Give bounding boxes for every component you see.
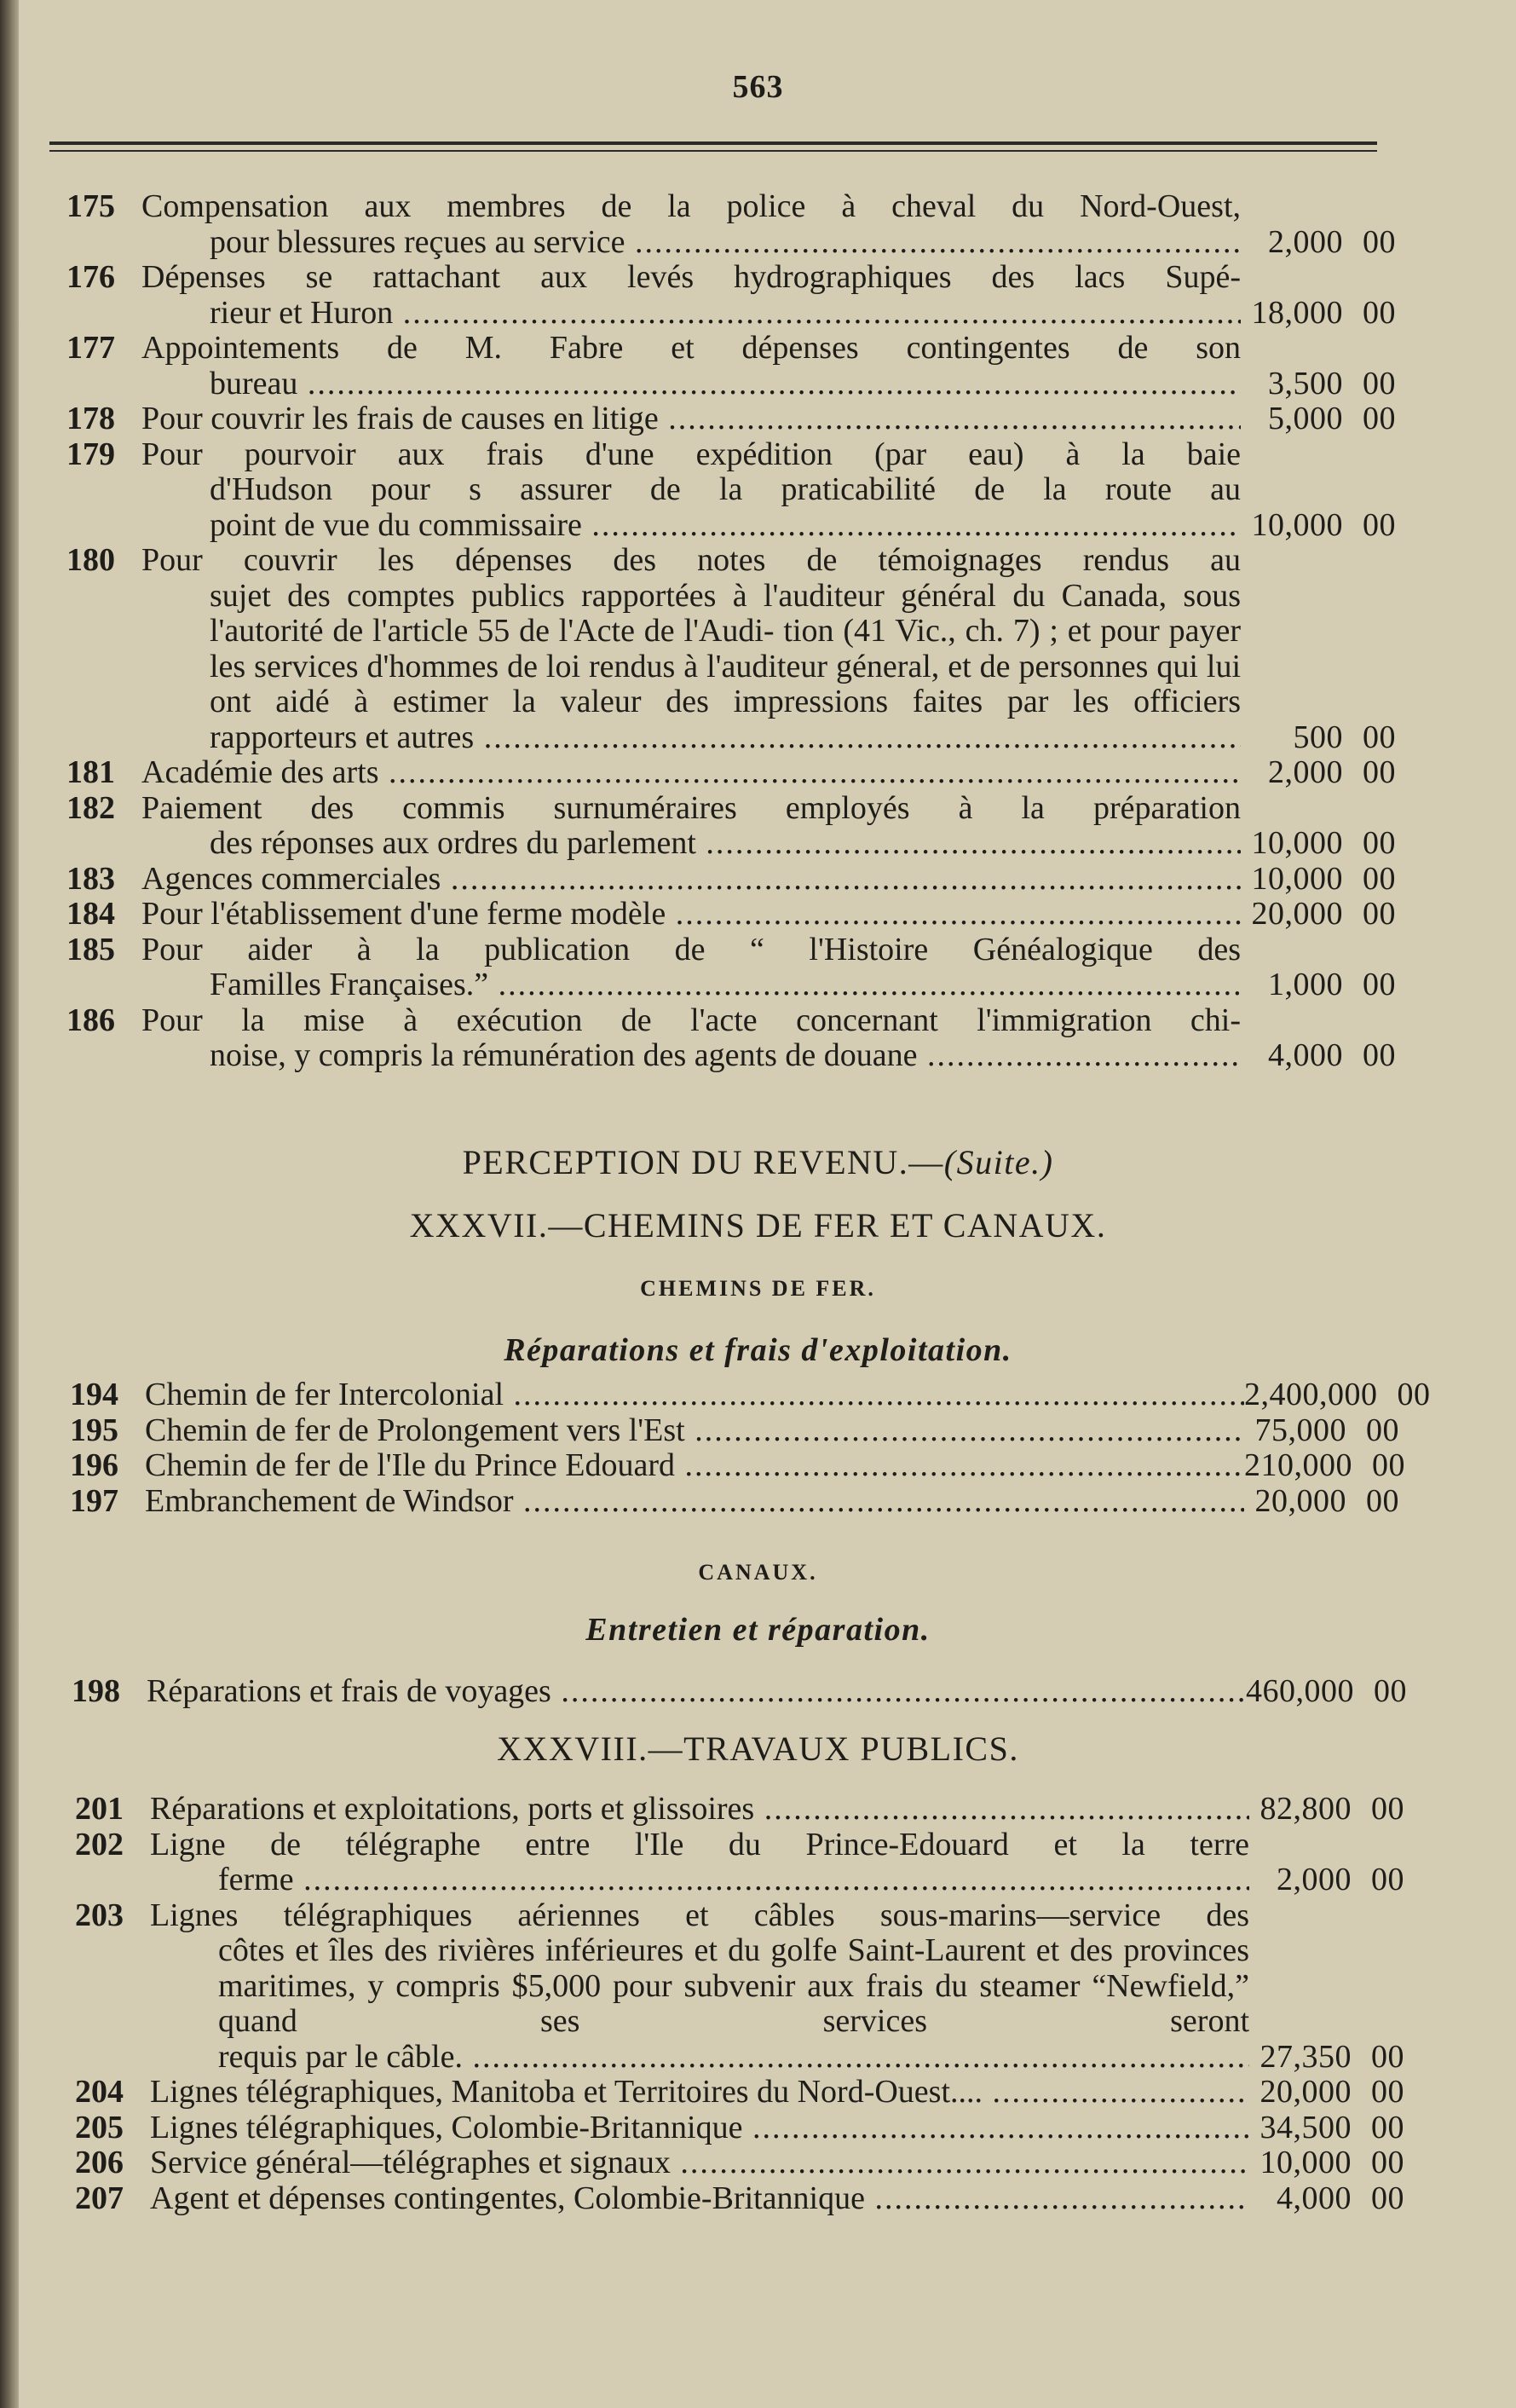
entry-description: [150, 2145, 1249, 2181]
amount-cents: 00: [1371, 2145, 1404, 2180]
entry-amount: [1241, 897, 1396, 933]
book-spine: [0, 0, 19, 2408]
amount-cents: 00: [1363, 754, 1396, 790]
entry-description: [141, 933, 1241, 1003]
amount-dollars: 2,000: [1277, 1862, 1352, 1897]
entry-description: [150, 1898, 1249, 2076]
entry-description: [150, 1792, 1249, 1828]
amount-cents: 00: [1371, 2074, 1404, 2110]
entry-amount: [1241, 401, 1396, 437]
entry-amount: [1249, 2040, 1404, 2076]
entry-number: 195: [70, 1412, 118, 1448]
entry-text-first-line: Appointements de M. Fabre et dépenses contingentes de son: [141, 330, 1241, 366]
entry-text-leader-line: Chemin de fer de l'Ile du Prince Edouard .....: [145, 1448, 1244, 1484]
entry-number: 196: [70, 1447, 118, 1483]
entry-description: [147, 1674, 1246, 1710]
estimate-entry: [66, 791, 1396, 862]
entry-description: [141, 862, 1241, 898]
entry-amount: [1244, 1447, 1405, 1484]
entry-text-first-line: Pour couvrir les dépenses des notes de témoignages rendus au: [141, 542, 1241, 578]
estimate-entry: [66, 401, 1396, 437]
entry-amount: [1241, 826, 1396, 862]
entry-description: [150, 1828, 1249, 1898]
entry-amount: [1241, 367, 1396, 402]
entry-number: 178: [66, 401, 115, 436]
amount-cents: 00: [1363, 1037, 1396, 1073]
entry-text-leader-line: Service général—télégraphes et signaux .....: [150, 2145, 1249, 2181]
amount-cents: 00: [1371, 1862, 1404, 1897]
amount-dollars: 1,000: [1268, 967, 1343, 1002]
entry-description: [141, 331, 1241, 401]
amount-cents: 00: [1363, 825, 1396, 861]
entry-number: 201: [75, 1791, 124, 1827]
estimate-entry: [66, 189, 1396, 260]
entry-amount: [1244, 1377, 1431, 1413]
entry-description: [141, 1003, 1241, 1074]
amount-cents: 00: [1371, 1791, 1404, 1827]
estimates-list-4: [75, 1792, 1404, 2216]
estimate-entry: [66, 933, 1396, 1003]
subheading-reparations: Réparations et frais d'exploitation.: [504, 1332, 1012, 1368]
amount-dollars: 75,000: [1254, 1412, 1346, 1448]
amount-cents: 00: [1372, 1447, 1405, 1483]
entry-amount: [1249, 2111, 1404, 2146]
amount-dollars: 18,000: [1251, 294, 1343, 331]
subheading-entretien: Entretien et réparation.: [585, 1612, 931, 1648]
amount-dollars: 27,350: [1259, 2038, 1352, 2075]
amount-dollars: 10,000: [1251, 506, 1343, 543]
header-rule-thin: [49, 150, 1377, 152]
entry-amount: [1241, 755, 1396, 791]
amount-cents: 00: [1366, 1482, 1399, 1519]
amount-cents: 00: [1363, 719, 1396, 755]
entry-number: 194: [70, 1377, 118, 1412]
amount-dollars: 210,000: [1244, 1447, 1352, 1483]
amount-dollars: 20,000: [1259, 2074, 1352, 2110]
entry-description: [141, 260, 1241, 331]
entry-text-first-line: Compensation aux membres de la police à cheval du Nord-Ouest,: [141, 188, 1241, 224]
entry-text-first-line: Pour la mise à exécution de l'acte concernant l'immigration chi-: [141, 1002, 1241, 1038]
entry-amount: [1241, 862, 1396, 898]
entry-number: 175: [66, 188, 115, 224]
entry-number: 181: [66, 754, 115, 790]
entry-text-leader-line: Chemin de fer Intercolonial .....: [145, 1377, 1244, 1413]
amount-cents: 00: [1363, 401, 1396, 436]
estimates-list-1: [66, 189, 1396, 1074]
entry-text-first-line: Paiement des commis surnuméraires employés à la préparation: [141, 789, 1241, 826]
amount-dollars: 34,500: [1259, 2109, 1352, 2145]
entry-amount: [1249, 2181, 1404, 2217]
amount-dollars: 20,000: [1251, 896, 1343, 932]
entry-number: 206: [75, 2145, 124, 2180]
header-rule: [49, 141, 1377, 145]
amount-dollars: 2,000: [1268, 754, 1343, 790]
entry-number: 176: [66, 259, 115, 295]
amount-dollars: 5,000: [1268, 401, 1343, 436]
amount-dollars: 82,800: [1259, 1791, 1352, 1827]
entry-text-leader-line: Embranchement de Windsor .....: [145, 1484, 1244, 1520]
entry-description: [145, 1484, 1244, 1520]
entry-number: 198: [72, 1673, 120, 1709]
entry-number: 184: [66, 896, 115, 932]
amount-cents: 00: [1363, 506, 1396, 543]
entry-number: 197: [70, 1482, 118, 1519]
amount-dollars: 4,000: [1277, 2180, 1352, 2216]
entry-text-first-line: Pour pourvoir aux frais d'une expédition (par eau) à la baie: [141, 436, 1241, 472]
entry-number: 185: [66, 931, 115, 967]
entry-text-leader-line: Réparations et exploitations, ports et glissoires .....: [150, 1792, 1249, 1828]
entry-amount: [1241, 508, 1396, 544]
amount-cents: 00: [1366, 1412, 1399, 1448]
entry-text-first-line: Pour aider à la publication de “ l'Histoire Généalogique des: [141, 931, 1241, 967]
entry-description: [145, 1448, 1244, 1484]
heading-perception: [0, 1142, 1516, 1182]
entry-text-continuation: côtes et îles des rivières inférieures et du golfe Saint-Laurent et des provinces maritimes, y compris $5,000 pour subvenir aux frais du steamer “Newfield,” quand ses services seront: [218, 1932, 1249, 2039]
estimates-list-2: [70, 1377, 1431, 1519]
amount-dollars: 10,000: [1251, 860, 1343, 897]
entry-text-leader-line: point de vue du commissaire .....: [141, 508, 1241, 544]
estimate-entry: [66, 897, 1396, 933]
entry-text-leader-line: Pour couvrir les frais de causes en litige .....: [141, 401, 1241, 437]
entry-text-continuation: d'Hudson pour s assurer de la praticabilité de la route au: [210, 471, 1241, 507]
amount-dollars: 10,000: [1259, 2145, 1352, 2180]
estimate-entry: [75, 1898, 1404, 2076]
entry-amount: [1249, 2145, 1404, 2181]
entry-number: 177: [66, 330, 115, 366]
entry-number: 180: [66, 542, 115, 578]
amount-cents: 00: [1371, 2109, 1404, 2145]
entry-amount: [1246, 1673, 1407, 1710]
entry-text-first-line: Ligne de télégraphe entre l'Ile du Prince-Edouard et la terre: [150, 1826, 1249, 1862]
entry-number: 205: [75, 2109, 124, 2145]
amount-cents: 00: [1363, 896, 1396, 932]
estimate-entry: [66, 437, 1396, 544]
entry-amount: [1249, 1862, 1404, 1898]
entry-text-leader-line: ferme .....: [150, 1862, 1249, 1898]
amount-cents: 00: [1363, 365, 1396, 401]
entry-text-leader-line: pour blessures reçues au service .....: [141, 225, 1241, 261]
estimate-entry: [70, 1447, 1405, 1484]
heading-chemins-de-fer: CHEMINS DE FER.: [640, 1276, 876, 1301]
entry-text-leader-line: requis par le câble. .....: [150, 2040, 1249, 2076]
entry-text-leader-line: noise, y compris la rémunération des agents de douane .....: [141, 1038, 1241, 1074]
estimate-entry: [70, 1377, 1431, 1413]
amount-cents: 00: [1363, 294, 1396, 331]
estimate-entry: [75, 2075, 1404, 2111]
entry-text-leader-line: Réparations et frais de voyages .....: [147, 1674, 1246, 1710]
amount-dollars: 500: [1293, 719, 1343, 755]
entry-amount: [1249, 1792, 1404, 1828]
amount-dollars: 10,000: [1251, 825, 1343, 861]
entry-description: [150, 2111, 1249, 2146]
heading-perception-suite: (Suite.): [943, 1143, 1054, 1181]
entry-text-leader-line: rapporteurs et autres .....: [141, 720, 1241, 756]
estimate-entry: [75, 2111, 1404, 2146]
entry-text-leader-line: Lignes télégraphiques, Manitoba et Territoires du Nord-Ouest.... .....: [150, 2075, 1249, 2111]
entry-text-continuation: sujet des comptes publics rapportées à l'auditeur général du Canada, sous l'autorité de l'article 55 de l'Acte de l'Audi- tion (41 Vic., ch. 7) ; et pour payer les services d'hommes de loi rendus à l'auditeur géneral, et de personnes qui lui ont aidé à estimer la valeur des impressions faites par les officiers: [210, 577, 1241, 719]
amount-cents: 00: [1371, 2180, 1404, 2216]
entry-description: [141, 401, 1241, 437]
entry-text-leader-line: Chemin de fer de Prolongement vers l'Est .....: [145, 1413, 1244, 1449]
entry-text-leader-line: Agences commerciales .....: [141, 862, 1241, 898]
estimate-entry: [66, 1003, 1396, 1074]
estimate-entry: [70, 1484, 1399, 1520]
entry-description: [150, 2075, 1249, 2111]
entry-number: 204: [75, 2074, 124, 2110]
entry-amount: [1241, 1038, 1396, 1074]
amount-dollars: 4,000: [1268, 1037, 1343, 1073]
entry-number: 182: [66, 789, 115, 826]
entry-description: [141, 791, 1241, 862]
entry-number: 179: [66, 436, 115, 472]
entry-description: [141, 897, 1241, 933]
entry-amount: [1241, 225, 1396, 261]
heading-xxxvii: XXXVII.—CHEMINS DE FER ET CANAUX.: [409, 1206, 1107, 1244]
amount-dollars: 2,400,000: [1244, 1377, 1378, 1412]
entry-text-leader-line: Lignes télégraphiques, Colombie-Britannique .....: [150, 2111, 1249, 2146]
entry-description: [145, 1413, 1244, 1449]
entry-number: 207: [75, 2180, 124, 2216]
entry-number: 183: [66, 860, 115, 897]
entry-text-leader-line: Pour l'établissement d'une ferme modèle .....: [141, 897, 1241, 933]
estimate-entry: [75, 2181, 1404, 2217]
estimate-entry: [66, 755, 1396, 791]
entry-description: [141, 437, 1241, 544]
entry-text-first-line: Dépenses se rattachant aux levés hydrographiques des lacs Supé-: [141, 259, 1241, 295]
amount-dollars: 2,000: [1268, 223, 1343, 260]
amount-cents: 00: [1363, 223, 1396, 260]
estimate-entry: [75, 1828, 1404, 1898]
entry-amount: [1241, 967, 1396, 1003]
estimate-entry: [66, 862, 1396, 898]
amount-cents: 00: [1363, 967, 1396, 1002]
estimate-entry: [75, 2145, 1404, 2181]
entry-description: [150, 2181, 1249, 2217]
amount-cents: 00: [1374, 1673, 1407, 1709]
entry-text-first-line: Lignes télégraphiques aériennes et câbles sous-marins—service des: [150, 1897, 1249, 1933]
entry-description: [141, 543, 1241, 755]
heading-xxxviii: XXXVIII.—TRAVAUX PUBLICS.: [497, 1729, 1019, 1768]
entry-text-leader-line: bureau .....: [141, 367, 1241, 402]
amount-cents: 00: [1371, 2038, 1404, 2075]
entry-description: [141, 189, 1241, 260]
estimates-list-3: [72, 1673, 1407, 1710]
entry-number: 202: [75, 1826, 124, 1862]
entry-number: 186: [66, 1002, 115, 1038]
amount-dollars: 3,500: [1268, 365, 1343, 401]
amount-dollars: 20,000: [1254, 1482, 1346, 1519]
entry-text-leader-line: des réponses aux ordres du parlement .....: [141, 826, 1241, 862]
heading-canaux: CANAUX.: [698, 1560, 818, 1585]
entry-amount: [1244, 1413, 1399, 1449]
amount-cents: 00: [1397, 1377, 1431, 1412]
estimate-entry: [66, 331, 1396, 401]
entry-description: [145, 1377, 1244, 1413]
page-number: 563: [732, 69, 784, 105]
heading-perception-main: PERCEPTION DU REVENU.—: [462, 1143, 944, 1181]
estimate-entry: [66, 260, 1396, 331]
estimate-entry: [70, 1413, 1399, 1449]
entry-amount: [1249, 2075, 1404, 2111]
estimate-entry: [66, 543, 1396, 755]
estimate-entry: [72, 1673, 1407, 1710]
entry-text-leader-line: Académie des arts .....: [141, 755, 1241, 791]
entry-text-leader-line: rieur et Huron .....: [141, 296, 1241, 332]
amount-cents: 00: [1363, 860, 1396, 897]
entry-number: 203: [75, 1897, 124, 1933]
entry-amount: [1241, 720, 1396, 756]
entry-amount: [1244, 1484, 1399, 1520]
entry-text-leader-line: Familles Françaises.” .....: [141, 967, 1241, 1003]
entry-description: [141, 755, 1241, 791]
entry-amount: [1241, 296, 1396, 332]
amount-dollars: 460,000: [1246, 1673, 1354, 1709]
entry-text-leader-line: Agent et dépenses contingentes, Colombie-Britannique .....: [150, 2181, 1249, 2217]
estimate-entry: [75, 1792, 1404, 1828]
